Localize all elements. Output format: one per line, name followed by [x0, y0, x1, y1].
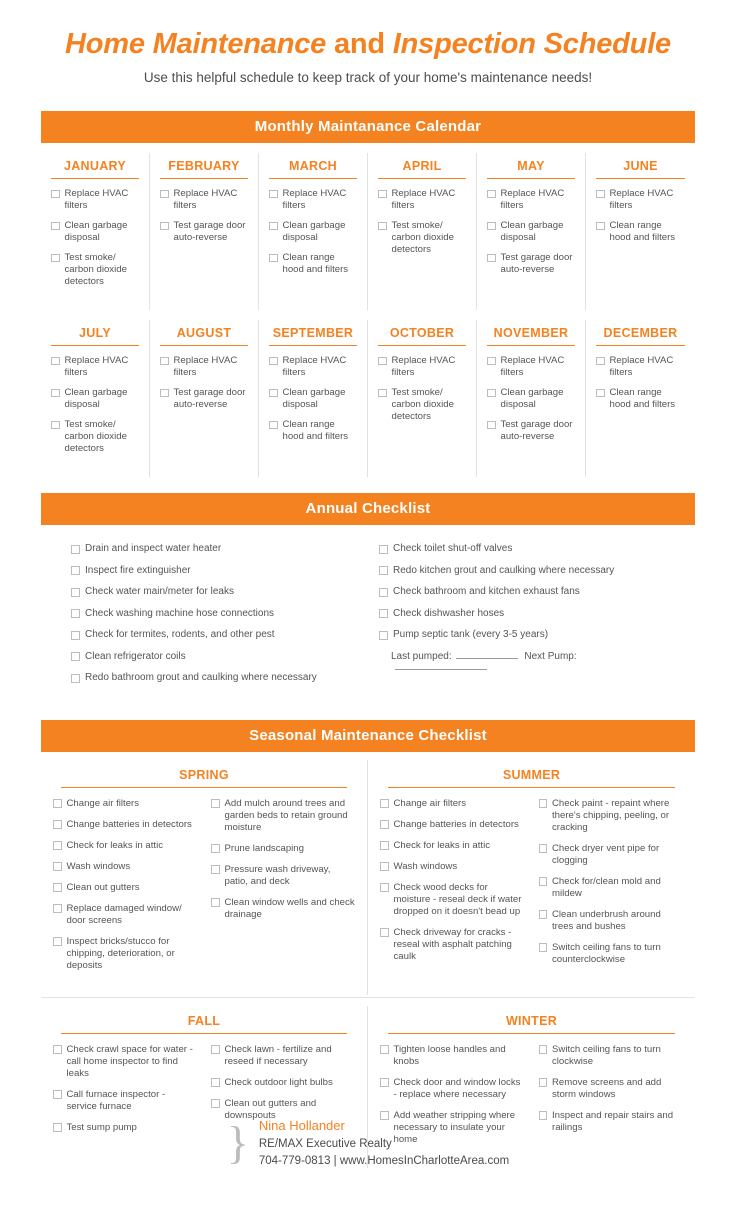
- checklist-item-label: Check wood decks for moisture - reseal deck if water dropped on it doesn't bead up: [393, 881, 522, 917]
- checklist-item[interactable]: [211, 1077, 355, 1089]
- checklist-item-label: Test smoke/ carbon dioxide detectors: [64, 252, 127, 288]
- checklist-item-label: Switch ceiling fans to turn clockwise: [552, 1043, 661, 1067]
- checklist-item[interactable]: [596, 188, 685, 212]
- season-columns: [53, 798, 355, 981]
- checklist-item[interactable]: [53, 861, 197, 873]
- month-title: MARCH: [269, 159, 357, 179]
- checklist-item[interactable]: [380, 927, 525, 963]
- checkbox-icon[interactable]: [211, 1099, 220, 1108]
- checklist-item[interactable]: [487, 220, 575, 244]
- checklist-item-label: Check lawn - fertilize and reseed if necessary: [224, 1043, 332, 1067]
- checklist-item[interactable]: [71, 608, 357, 621]
- document-header: [0, 0, 736, 95]
- checkbox-icon[interactable]: [269, 357, 278, 366]
- checklist-item-label: Replace HVAC filters: [173, 355, 238, 379]
- checklist-item[interactable]: [211, 864, 355, 888]
- checkbox-icon[interactable]: [51, 190, 60, 199]
- checkbox-icon[interactable]: [53, 1090, 62, 1099]
- month-title: SEPTEMBER: [269, 326, 357, 346]
- checklist-item[interactable]: [379, 629, 665, 642]
- checkbox-icon[interactable]: [379, 609, 388, 618]
- checkbox-icon[interactable]: [53, 904, 62, 913]
- month-title: APRIL: [378, 159, 466, 179]
- checkbox-icon[interactable]: [51, 254, 60, 263]
- season-column-2: [211, 798, 355, 981]
- checklist-item[interactable]: [380, 1044, 525, 1068]
- checklist-item[interactable]: [380, 882, 525, 918]
- checklist-item[interactable]: [487, 355, 575, 379]
- checkbox-icon[interactable]: [51, 389, 60, 398]
- agent-company: RE/MAX Executive Realty: [258, 1137, 392, 1150]
- checkbox-icon[interactable]: [53, 862, 62, 871]
- checkbox-icon[interactable]: [596, 222, 605, 231]
- document-footer: [0, 1116, 736, 1170]
- checklist-item-label: Test garage door auto-reverse: [173, 220, 246, 244]
- checkbox-icon[interactable]: [269, 254, 278, 263]
- septic-pump-dates: [391, 651, 665, 673]
- checklist-item-label: Clean garbage disposal: [282, 220, 346, 244]
- checkbox-icon[interactable]: [160, 190, 169, 199]
- checklist-item[interactable]: [380, 840, 525, 852]
- checklist-item-label: Check bathroom and kitchen exhaust fans: [393, 586, 580, 598]
- checklist-item-label: Check for leaks in attic: [393, 839, 491, 851]
- checklist-item-label: Replace HVAC filters: [391, 188, 456, 212]
- checklist-item-label: Change air filters: [66, 797, 140, 809]
- checklist-item[interactable]: [379, 586, 665, 599]
- checkbox-icon[interactable]: [379, 545, 388, 554]
- month-title: FEBRUARY: [160, 159, 248, 179]
- checklist-item-label: Clean refrigerator coils: [85, 650, 186, 662]
- checkbox-icon[interactable]: [380, 841, 389, 850]
- checkbox-icon[interactable]: [380, 883, 389, 892]
- agent-contact: 704-779-0813 | www.HomesInCharlotteArea.com: [258, 1154, 510, 1167]
- checklist-item-label: Clean window wells and check drainage: [224, 896, 355, 920]
- checklist-item[interactable]: [539, 843, 684, 867]
- checklist-item-label: Prune landscaping: [224, 842, 304, 854]
- checklist-item[interactable]: [378, 220, 466, 256]
- checklist-item[interactable]: [53, 882, 197, 894]
- checklist-item[interactable]: [539, 942, 684, 966]
- checklist-item-label: Clean garbage disposal: [64, 387, 128, 411]
- checklist-item-label: Add weather stripping where necessary to insulate your home: [393, 1109, 516, 1145]
- checklist-item-label: Replace HVAC filters: [282, 355, 347, 379]
- checklist-item[interactable]: [71, 565, 357, 578]
- checklist-item[interactable]: [51, 387, 139, 411]
- seasonal-row-divider: [41, 997, 695, 998]
- checklist-item[interactable]: [51, 252, 139, 288]
- checkbox-icon[interactable]: [211, 865, 220, 874]
- checklist-item[interactable]: [269, 355, 357, 379]
- checklist-item[interactable]: [380, 798, 525, 810]
- checkbox-icon[interactable]: [378, 389, 387, 398]
- checklist-item-label: Inspect and repair stairs and railings: [552, 1109, 674, 1133]
- checklist-item[interactable]: [160, 220, 248, 244]
- checkbox-icon[interactable]: [378, 222, 387, 231]
- month-title: AUGUST: [160, 326, 248, 346]
- season-column-1: [380, 798, 525, 975]
- annual-checklist-left-column: [71, 543, 357, 694]
- checklist-item[interactable]: [269, 419, 357, 443]
- checklist-item-label: Clean out gutters: [66, 881, 140, 893]
- checklist-item[interactable]: [71, 672, 357, 685]
- checklist-item-label: Check crawl space for water - call home inspector to find leaks: [66, 1043, 193, 1079]
- checklist-item-label: Redo bathroom grout and caulking where necessary: [85, 672, 317, 684]
- checkbox-icon[interactable]: [269, 389, 278, 398]
- checkbox-icon[interactable]: [539, 844, 548, 853]
- checklist-item-label: Clean garbage disposal: [64, 220, 128, 244]
- checkbox-icon[interactable]: [380, 820, 389, 829]
- last-pumped-label: Last pumped:: [391, 650, 452, 662]
- checklist-item[interactable]: [378, 387, 466, 423]
- checkbox-icon[interactable]: [160, 357, 169, 366]
- checklist-item[interactable]: [51, 355, 139, 379]
- checklist-item-label: Clean range hood and filters: [282, 419, 349, 443]
- month-title: MAY: [487, 159, 575, 179]
- checklist-item-label: Test smoke/ carbon dioxide detectors: [391, 387, 454, 423]
- checkbox-icon[interactable]: [269, 222, 278, 231]
- checkbox-icon[interactable]: [71, 588, 80, 597]
- checkbox-icon[interactable]: [487, 190, 496, 199]
- checklist-item[interactable]: [596, 355, 685, 379]
- checkbox-icon[interactable]: [211, 1045, 220, 1054]
- month-cell-december: [586, 320, 695, 477]
- checklist-item-label: Check for termites, rodents, and other pest: [85, 629, 275, 641]
- season-column-1: [53, 798, 197, 981]
- checklist-item-label: Clean garbage disposal: [282, 387, 346, 411]
- checklist-item[interactable]: [596, 220, 685, 244]
- checklist-item-label: Replace HVAC filters: [500, 188, 565, 212]
- month-cell-november: [477, 320, 586, 477]
- checkbox-icon[interactable]: [53, 1045, 62, 1054]
- checkbox-icon[interactable]: [211, 844, 220, 853]
- checklist-item[interactable]: [596, 387, 685, 411]
- checklist-item[interactable]: [71, 651, 357, 664]
- checkbox-icon[interactable]: [269, 190, 278, 199]
- checklist-item[interactable]: [539, 909, 684, 933]
- checklist-item[interactable]: [487, 419, 575, 443]
- checklist-item[interactable]: [51, 419, 139, 455]
- checkbox-icon[interactable]: [51, 222, 60, 231]
- checklist-item-label: Check dishwasher hoses: [393, 607, 505, 619]
- checklist-item-label: Test garage door auto-reverse: [500, 419, 573, 443]
- checkbox-icon[interactable]: [379, 631, 388, 640]
- checkbox-icon[interactable]: [53, 799, 62, 808]
- checklist-item-label: Change batteries in detectors: [393, 818, 519, 830]
- checklist-item-label: Replace HVAC filters: [173, 188, 238, 212]
- month-title: JANUARY: [51, 159, 139, 179]
- checklist-item[interactable]: [269, 252, 357, 276]
- checklist-item-label: Inspect bricks/stucco for chipping, deterioration, or deposits: [66, 935, 175, 971]
- month-cell-july: [41, 320, 150, 477]
- checkbox-icon[interactable]: [379, 566, 388, 575]
- checkbox-icon[interactable]: [596, 389, 605, 398]
- checklist-item[interactable]: [379, 543, 665, 556]
- checklist-item-label: Check dryer vent pipe for clogging: [552, 842, 660, 866]
- month-cell-august: [150, 320, 259, 477]
- checkbox-icon[interactable]: [487, 389, 496, 398]
- checklist-item[interactable]: [71, 629, 357, 642]
- checkbox-icon[interactable]: [487, 222, 496, 231]
- checklist-item-label: Switch ceiling fans to turn counterclockwise: [552, 941, 661, 965]
- season-column-2: [539, 798, 684, 975]
- checkbox-icon[interactable]: [71, 545, 80, 554]
- checklist-item[interactable]: [379, 608, 665, 621]
- checklist-item[interactable]: [53, 903, 197, 927]
- season-columns: [380, 798, 683, 975]
- checklist-item[interactable]: [211, 798, 355, 834]
- checklist-item-label: Change air filters: [393, 797, 467, 809]
- checklist-item[interactable]: [51, 220, 139, 244]
- checklist-item[interactable]: [53, 819, 197, 831]
- checklist-item[interactable]: [53, 798, 197, 810]
- checklist-item-label: Inspect fire extinguisher: [85, 564, 191, 576]
- checklist-item[interactable]: [378, 355, 466, 379]
- checkbox-icon[interactable]: [539, 877, 548, 886]
- month-title: OCTOBER: [378, 326, 466, 346]
- checklist-item[interactable]: [53, 1089, 197, 1113]
- checklist-item[interactable]: [380, 819, 525, 831]
- month-cell-january: [41, 153, 150, 310]
- checkbox-icon[interactable]: [51, 357, 60, 366]
- brace-icon: }: [226, 1117, 249, 1168]
- checkbox-icon[interactable]: [53, 937, 62, 946]
- checklist-item[interactable]: [539, 798, 684, 834]
- checklist-item-label: Clean out gutters and downspouts: [224, 1097, 317, 1121]
- last-pumped-field[interactable]: [456, 658, 518, 659]
- checklist-item[interactable]: [487, 188, 575, 212]
- checkbox-icon[interactable]: [53, 883, 62, 892]
- checklist-item-label: Test sump pump: [66, 1121, 137, 1133]
- checklist-item-label: Clean range hood and filters: [609, 387, 676, 411]
- checklist-item[interactable]: [380, 861, 525, 873]
- month-cell-february: [150, 153, 259, 310]
- monthly-calendar-row-1: [41, 153, 695, 310]
- checkbox-icon[interactable]: [380, 799, 389, 808]
- checklist-item[interactable]: [487, 387, 575, 411]
- checklist-item[interactable]: [380, 1077, 525, 1101]
- checkbox-icon[interactable]: [596, 190, 605, 199]
- checklist-item[interactable]: [211, 897, 355, 921]
- checkbox-icon[interactable]: [160, 389, 169, 398]
- page-title: [24, 28, 712, 60]
- checklist-item-label: Check driveway for cracks - reseal with asphalt patching caulk: [393, 926, 512, 962]
- checklist-item-label: Check door and window locks - replace where necessary: [393, 1076, 521, 1100]
- checkbox-icon[interactable]: [269, 421, 278, 430]
- checkbox-icon[interactable]: [71, 674, 80, 683]
- checkbox-icon[interactable]: [539, 799, 548, 808]
- checklist-item-label: Replace HVAC filters: [64, 188, 129, 212]
- checklist-item-label: Replace HVAC filters: [609, 355, 674, 379]
- checklist-item[interactable]: [378, 188, 466, 212]
- checklist-item-label: Pressure wash driveway, patio, and deck: [224, 863, 331, 887]
- month-cell-april: [368, 153, 477, 310]
- checklist-item-label: Test smoke/ carbon dioxide detectors: [391, 220, 454, 256]
- checklist-item-label: Replace HVAC filters: [64, 355, 129, 379]
- checklist-item-label: Clean range hood and filters: [282, 252, 349, 276]
- checklist-item-label: Redo kitchen grout and caulking where necessary: [393, 564, 615, 576]
- annual-checklist-right-column: [379, 543, 665, 694]
- annual-section-header: Annual Checklist: [41, 493, 695, 525]
- monthly-calendar-row-2: [41, 320, 695, 477]
- checklist-item-label: Test garage door auto-reverse: [500, 252, 573, 276]
- month-title: JULY: [51, 326, 139, 346]
- title-and: and: [333, 28, 385, 60]
- checkbox-icon[interactable]: [380, 1078, 389, 1087]
- checklist-item[interactable]: [53, 936, 197, 972]
- checklist-item-label: Check washing machine hose connections: [85, 607, 274, 619]
- month-cell-march: [259, 153, 368, 310]
- seasonal-row-1: [41, 760, 695, 995]
- checklist-item-label: Replace HVAC filters: [391, 355, 456, 379]
- checklist-item-label: Wash windows: [393, 860, 458, 872]
- checklist-item-label: Pump septic tank (every 3-5 years): [393, 629, 549, 641]
- checklist-item-label: Replace HVAC filters: [609, 188, 674, 212]
- checklist-item-label: Replace damaged window/ door screens: [66, 902, 182, 926]
- checkbox-icon[interactable]: [539, 1078, 548, 1087]
- checklist-item-label: Wash windows: [66, 860, 131, 872]
- checklist-item[interactable]: [71, 586, 357, 599]
- next-pump-label: Next Pump:: [524, 650, 577, 662]
- checkbox-icon[interactable]: [539, 910, 548, 919]
- checklist-item[interactable]: [53, 840, 197, 852]
- checkbox-icon[interactable]: [71, 609, 80, 618]
- checklist-item-label: Replace HVAC filters: [500, 355, 565, 379]
- checklist-item-label: Check toilet shut-off valves: [393, 543, 513, 555]
- checkbox-icon[interactable]: [379, 588, 388, 597]
- checkbox-icon[interactable]: [539, 943, 548, 952]
- checkbox-icon[interactable]: [378, 190, 387, 199]
- checklist-item-label: Check for leaks in attic: [66, 839, 164, 851]
- checklist-item-label: Clean garbage disposal: [500, 220, 564, 244]
- annual-checklist: [41, 537, 695, 704]
- checklist-item-label: Check water main/meter for leaks: [85, 586, 234, 598]
- month-title: NOVEMBER: [487, 326, 575, 346]
- checkbox-icon[interactable]: [71, 566, 80, 575]
- checkbox-icon[interactable]: [487, 254, 496, 263]
- checkbox-icon[interactable]: [539, 1045, 548, 1054]
- checklist-item-label: Remove screens and add storm windows: [552, 1076, 662, 1100]
- checklist-item[interactable]: [269, 220, 357, 244]
- season-title: SUMMER: [388, 768, 675, 788]
- season-title: FALL: [61, 1014, 347, 1034]
- month-title: JUNE: [596, 159, 685, 179]
- month-cell-may: [477, 153, 586, 310]
- checkbox-icon[interactable]: [211, 1078, 220, 1087]
- seasonal-section-header: Seasonal Maintenance Checklist: [41, 720, 695, 752]
- month-title: DECEMBER: [596, 326, 685, 346]
- checklist-item[interactable]: [160, 188, 248, 212]
- checkbox-icon[interactable]: [378, 357, 387, 366]
- agent-name: Nina Hollander: [258, 1118, 345, 1133]
- checklist-item[interactable]: [487, 252, 575, 276]
- checkbox-icon[interactable]: [71, 631, 80, 640]
- checkbox-icon[interactable]: [487, 421, 496, 430]
- checkbox-icon[interactable]: [380, 862, 389, 871]
- checklist-item-label: Tighten loose handles and knobs: [393, 1043, 506, 1067]
- checkbox-icon[interactable]: [211, 799, 220, 808]
- checklist-item-label: Test garage door auto-reverse: [173, 387, 246, 411]
- checkbox-icon[interactable]: [211, 898, 220, 907]
- checkbox-icon[interactable]: [596, 357, 605, 366]
- checklist-item-label: Check paint - repaint where there's chipping, peeling, or cracking: [552, 797, 670, 833]
- monthly-section-header: Monthly Maintanance Calendar: [41, 111, 695, 143]
- checkbox-icon[interactable]: [51, 421, 60, 430]
- checkbox-icon[interactable]: [53, 841, 62, 850]
- checklist-item[interactable]: [269, 188, 357, 212]
- month-cell-june: [586, 153, 695, 310]
- season-title: SPRING: [61, 768, 347, 788]
- month-cell-october: [368, 320, 477, 477]
- checklist-item[interactable]: [539, 1077, 684, 1101]
- checklist-item-label: Drain and inspect water heater: [85, 543, 222, 555]
- title-part-1: Home Maintenance: [65, 28, 327, 60]
- page-subtitle: Use this helpful schedule to keep track of your home's maintenance needs!: [143, 70, 593, 86]
- checklist-item-label: Call furnace inspector - service furnace: [66, 1088, 166, 1112]
- season-block-summer: [368, 760, 695, 995]
- checklist-item[interactable]: [53, 1044, 197, 1080]
- checklist-item-label: Clean underbrush around trees and bushes: [552, 908, 661, 932]
- checklist-item-label: Replace HVAC filters: [282, 188, 347, 212]
- checklist-item[interactable]: [539, 1044, 684, 1068]
- season-title: WINTER: [388, 1014, 675, 1034]
- checklist-item[interactable]: [160, 355, 248, 379]
- checklist-item-label: Check for/clean mold and mildew: [552, 875, 661, 899]
- checklist-item-label: Clean garbage disposal: [500, 387, 564, 411]
- checklist-item-label: Change batteries in detectors: [66, 818, 192, 830]
- checkbox-icon[interactable]: [487, 357, 496, 366]
- checkbox-icon[interactable]: [380, 1045, 389, 1054]
- checklist-item[interactable]: [211, 1044, 355, 1068]
- checkbox-icon[interactable]: [71, 652, 80, 661]
- checklist-item[interactable]: [160, 387, 248, 411]
- title-part-2: Inspection Schedule: [392, 28, 671, 60]
- checkbox-icon[interactable]: [160, 222, 169, 231]
- checklist-item-label: Add mulch around trees and garden beds to retain ground moisture: [224, 797, 348, 833]
- checklist-item[interactable]: [539, 876, 684, 900]
- checklist-item-label: Test smoke/ carbon dioxide detectors: [64, 419, 127, 455]
- checklist-item-label: Check outdoor light bulbs: [224, 1076, 333, 1088]
- checklist-item[interactable]: [211, 843, 355, 855]
- next-pump-field[interactable]: [395, 669, 487, 670]
- checklist-item[interactable]: [51, 188, 139, 212]
- checkbox-icon[interactable]: [53, 820, 62, 829]
- checklist-item-label: Clean range hood and filters: [609, 220, 676, 244]
- month-cell-september: [259, 320, 368, 477]
- season-block-spring: [41, 760, 368, 995]
- checkbox-icon[interactable]: [380, 928, 389, 937]
- checklist-item[interactable]: [71, 543, 357, 556]
- checklist-item[interactable]: [269, 387, 357, 411]
- checklist-item[interactable]: [379, 565, 665, 578]
